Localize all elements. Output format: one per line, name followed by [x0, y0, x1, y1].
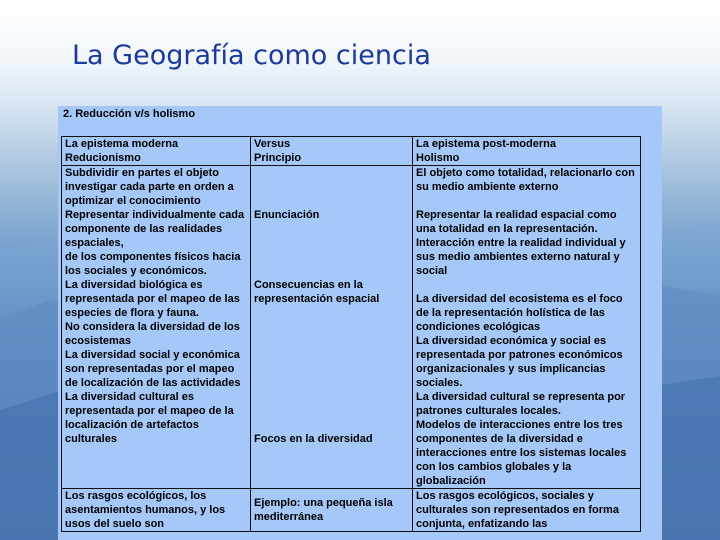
cell-reductionism-example: Los rasgos ecológicos, los asentamientos humanos, y los usos del suelo son — [62, 489, 251, 532]
cell-example: Ejemplo: una pequeña isla mediterránea — [251, 489, 413, 532]
cell-reductionism: Subdividir en partes el objeto investigar cada parte en orden a optimizar el conocimiento Representar individualmente cada componente de las realidades espaciales, de los componentes físicos hacia los sociales y económicos. La diversidad biológica es representada por el mapeo de las especies de flora y fauna. No considera la diversidad de los ecosistemas La diversidad social y económica son representadas por el mapeo de localización de las actividades La diversidad cultural es representada por el mapeo de la localización de artefactos culturales — [62, 166, 251, 489]
cell-holism: El objeto como totalidad, relacionarlo con su medio ambiente externo Representar la realidad espacial como una totalidad en la representación. Interacción entre la realidad individual y sus medio ambientes externo natural y social La diversidad del ecosistema es el foco de la representación holística de las condiciones ecológicas La diversidad económica y social es representada por patrones económicos organizacionales y sus implicancias sociales. La diversidad cultural se representa por patrones culturales locales. Modelos de interacciones entre los tres componentes de la diversidad e interacciones entre los sistemas locales con los cambios globales y la globalización — [413, 166, 641, 489]
section-heading: 2. Reducción v/s holismo — [63, 108, 196, 120]
table-header-row — [62, 137, 641, 166]
content-card — [58, 106, 662, 540]
header-postmodern-epistemology: La epistema post-moderna Holismo — [413, 137, 641, 166]
header-modern-epistemology: La epistema moderna Reducionismo — [62, 137, 251, 166]
header-principle: Versus Principio — [251, 137, 413, 166]
comparison-table — [61, 136, 641, 532]
cell-principles: Enunciación Consecuencias en la representación espacial Focos en la diversidad — [251, 166, 413, 489]
slide-title: La Geografía como ciencia — [72, 40, 431, 71]
table-row — [62, 489, 641, 532]
table-row — [62, 166, 641, 489]
cell-holism-example: Los rasgos ecológicos, sociales y culturales son representados en forma conjunta, enfatizando las — [413, 489, 641, 532]
